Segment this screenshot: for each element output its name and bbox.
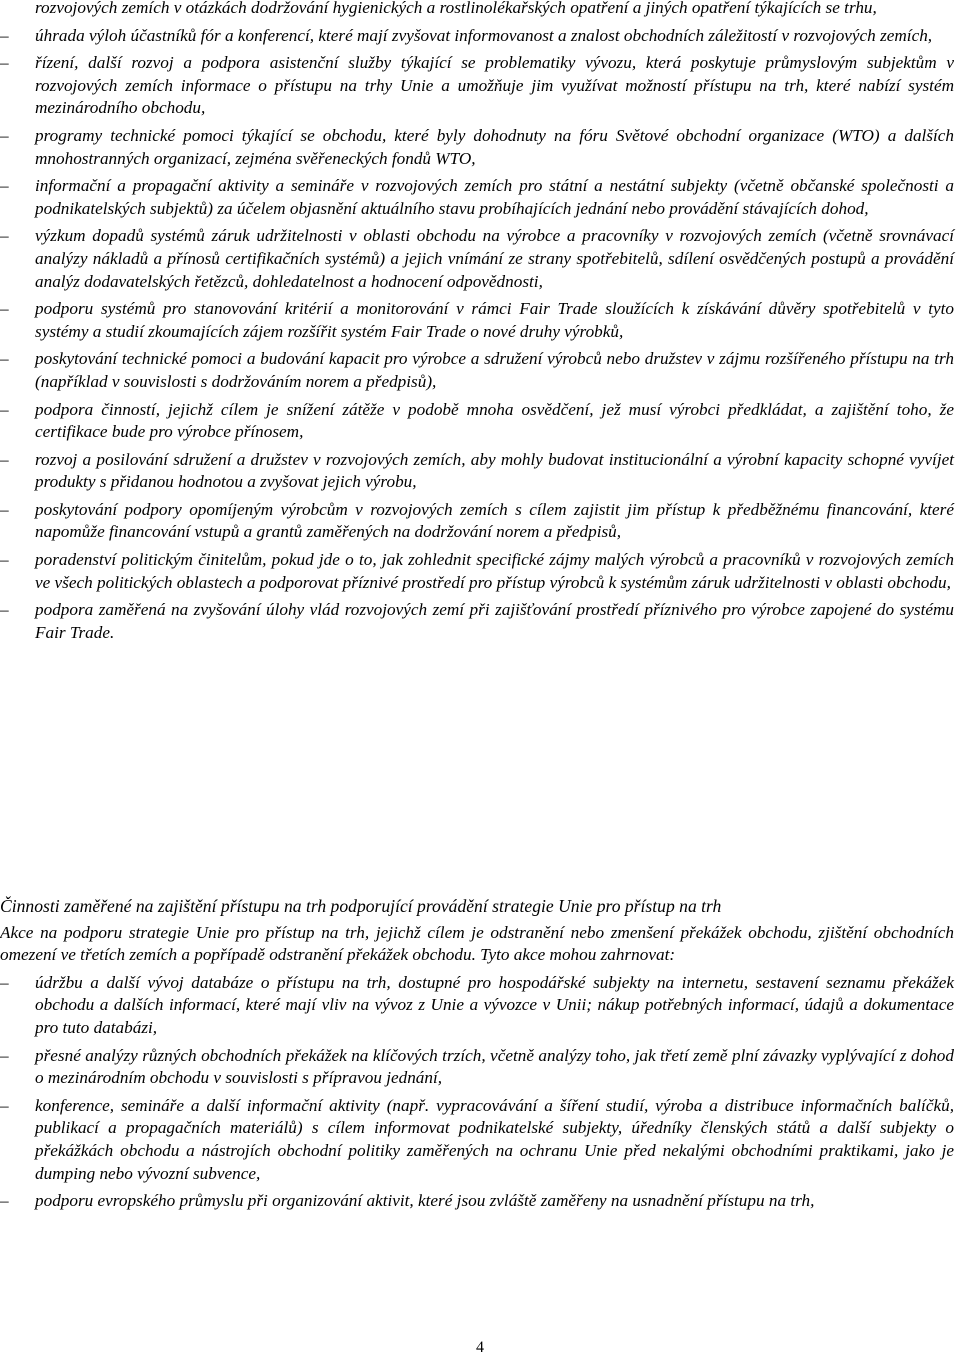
list-item	[0, 125, 960, 170]
dash-marker: –	[0, 449, 9, 469]
list-item-text: úhrada výloh účastníků fór a konferencí, které mají zvyšovat informovanost a znalost obchodních záležitostí v rozvojových zemích,	[35, 25, 933, 45]
dash-marker: –	[0, 499, 9, 519]
list-item	[0, 549, 960, 594]
list-item-text: podporu evropského průmyslu při organizování aktivit, které jsou zvláště zaměřeny na usnadnění přístupu na trh,	[35, 1191, 815, 1211]
list-item-text: poskytování technické pomoci a budování kapacit pro výrobce a sdružení výrobců nebo družstev v zájmu rozšířeného přístupu na trh (například v souvislosti s dodržováním norem a předpisů),	[35, 349, 954, 391]
list-item-text: přesné analýzy různých obchodních překážek na klíčových trzích, včetně analýzy toho, jak třetí země plní závazky vyplývající z dohod o mezinárodním obchodu v souvislosti s přípravou jednání,	[35, 1045, 954, 1088]
list-item-text: poskytování podpory opomíjeným výrobcům v rozvojových zemích s cílem zajistit jim přístup k předběžnému financování, které napomůže financování vstupů a grantů zaměřených na dodržování norem a předpisů,	[35, 499, 954, 542]
dash-marker: –	[0, 125, 9, 145]
intro-paragraph: Akce na podporu strategie Unie pro přístup na trh, jejichž cílem je odstranění nebo zmenšení překážek obchodu, zjištění obchodních omezení ve třetích zemích a popřípadě odstranění překážek obchodu. Tyto akce mohou zahrnovat:	[0, 922, 954, 965]
list-item-text: výzkum dopadů systémů záruk udržitelnosti v oblasti obchodu na výrobce a pracovníky v rozvojových zemích (včetně srovnávací analýzy nákladů a přínosů certifikačních systémů) a jejich vnímání ze strany spotřebitelů, sdílení osvědčených postupů a provádění analýz dodavatelských řetězců, dohledatelnost a hodnocení odpovědnosti,	[35, 226, 954, 291]
continued-item-text: rozvojových zemích v otázkách dodržování hygienických a rostlinolékařských opatření a jiných opatření týkajících se trhu,	[35, 0, 877, 17]
list-item-text: poradenství politickým činitelům, pokud jde o to, jak zohlednit specifické zájmy malých výrobců a pracovníků v rozvojových zemích ve všech politických oblastech a podporovat příznivé prostředí pro přístup výrobců k systémům záruk udržitelnosti v oblasti obchodu,	[35, 550, 954, 592]
list-item	[0, 348, 960, 393]
list-item	[0, 52, 960, 120]
list-item	[0, 1190, 960, 1213]
dash-marker: –	[0, 972, 9, 992]
dash-marker: –	[0, 1191, 9, 1211]
dash-marker: –	[0, 1095, 9, 1115]
dash-marker: –	[0, 25, 9, 45]
list-item	[0, 499, 960, 544]
list-item	[0, 399, 960, 444]
dash-marker: –	[0, 550, 9, 570]
list-item	[0, 449, 960, 494]
dash-marker: –	[0, 53, 9, 73]
list-item	[0, 25, 960, 48]
list-item-text: rozvoj a posilování sdružení a družstev v rozvojových zemích, aby mohly budovat institucionální a výrobní kapacity schopné vyvíjet produkty s přidanou hodnotou a zvyšovat jejich výrobu,	[35, 449, 954, 492]
list-item-text: údržbu a další vývoj databáze o přístupu na trh, dostupné pro hospodářské subjekty na internetu, sestavení seznamu překážek obchodu a dalších informací, které mají vliv na vývoz z Unie a vývozce v Unii; nákup potřebných informací, údajů a dokumentace pro tuto databázi,	[35, 972, 954, 1037]
dash-marker: –	[0, 600, 9, 620]
list-item-text: programy technické pomoci týkající se obchodu, které byly dohodnuty na fóru Světové obchodní organizace (WTO) a dalších mnohostranných organizací, zejména svěřeneckých fondů WTO,	[35, 125, 954, 168]
list-item	[0, 972, 960, 1040]
list-item-text: konference, semináře a další informační aktivity (např. vypracovávání a šíření studií, výroba a distribuce informačních balíčků, publikací a propagačních materiálů) s cílem informovat podnikatelské subjekty, úředníky členských států a další subjekty o překážkách obchodu a nástrojích obchodní politiky zaměřených na ochranu Unie před nekalými obchodními praktikami, jako je dumping nebo vývozní subvence,	[35, 1095, 954, 1183]
list-item	[0, 225, 960, 293]
dash-marker: –	[0, 399, 9, 419]
list-item	[0, 1045, 960, 1090]
dash-marker: –	[0, 299, 9, 319]
list-item-text: podpora činností, jejichž cílem je snížení zátěže v podobě mnoha osvědčení, jež musí výrobci předkládat, a zajištění toho, že certifikace bude pro výrobce přínosem,	[35, 399, 954, 442]
dash-marker: –	[0, 176, 9, 196]
list-item	[0, 175, 960, 220]
dash-marker: –	[0, 226, 9, 246]
page-number: 4	[476, 1339, 484, 1356]
list-item	[0, 599, 960, 644]
list-item-text: informační a propagační aktivity a semináře v rozvojových zemích pro státní a nestátní subjekty (včetně občanské společnosti a podnikatelských subjektů) za účelem objasnění aktuálního stavu probíhajících jednání nebo provádění stávajících dohod,	[35, 176, 954, 218]
list-item-text: podporu systémů pro stanovování kritérií a monitorování v rámci Fair Trade sloužících k získávání důvěry spotřebitelů v tyto systémy a studií zkoumajících zájem rozšířit systém Fair Trade o nové druhy výrobků,	[35, 299, 954, 341]
list-section-a	[0, 0, 960, 649]
market-access-section	[0, 895, 960, 1218]
list-item-text: podpora zaměřená na zvyšování úlohy vlád rozvojových zemí při zajišťování prostředí příznivého pro výrobce zapojené do systému Fair Trade.	[35, 600, 954, 642]
list-item-text: řízení, další rozvoj a podpora asistenční služby týkající se problematiky vývozu, která poskytuje průmyslovým subjektům v rozvojových zemích informace o přístupu na trhy Unie a umožňuje jim využívat možností přístupu na trh, které nabízí systém mezinárodního obchodu,	[35, 53, 954, 118]
list-item	[0, 298, 960, 343]
list-item	[0, 1095, 960, 1185]
dash-marker: –	[0, 349, 9, 369]
dash-marker: –	[0, 1045, 9, 1065]
section-heading: Činnosti zaměřené na zajištění přístupu na trh podporující provádění strategie Unie pro přístup na trh	[0, 896, 722, 916]
